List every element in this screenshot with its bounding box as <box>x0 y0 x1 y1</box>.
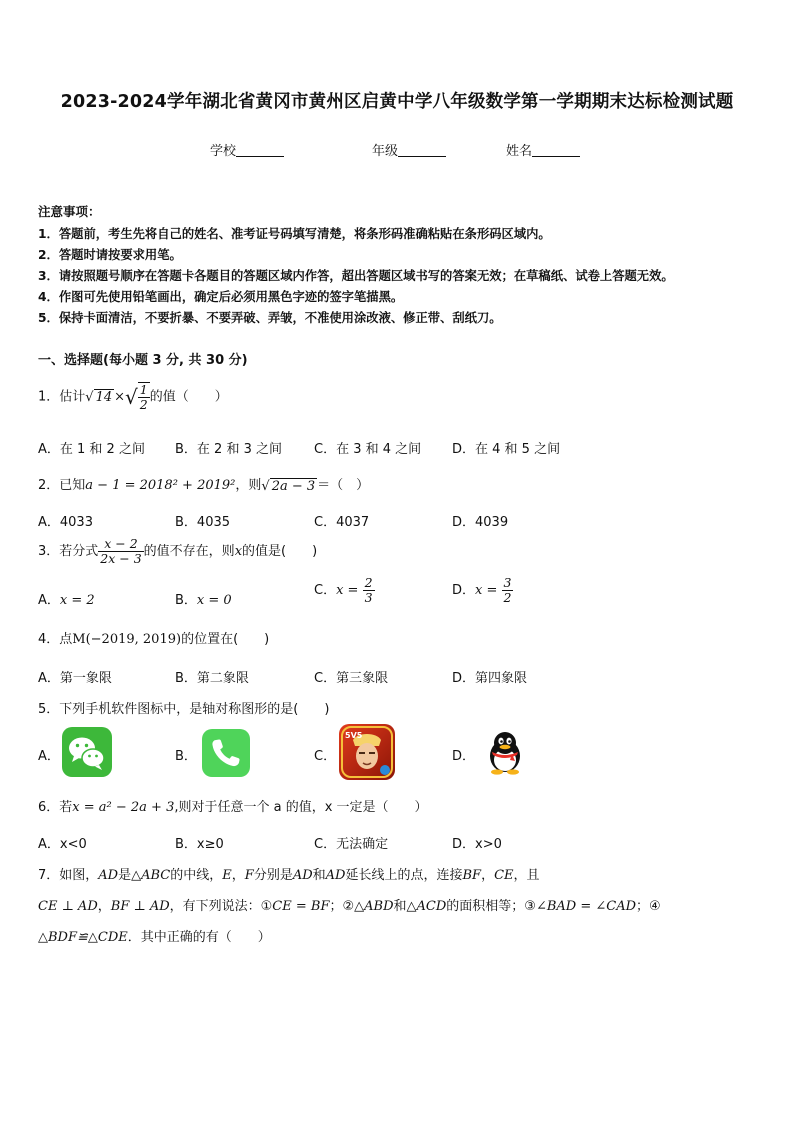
name-blank[interactable] <box>532 144 580 157</box>
notes-heading: 注意事项： <box>38 204 101 219</box>
q3-option-c[interactable]: C．x = $\frac{2}{3}$ <box>314 575 373 605</box>
q5-option-d[interactable]: D． <box>452 749 476 764</box>
question-4: 4．点M(−2019, 2019)的位置在( ) <box>38 632 270 647</box>
svg-text:5V5: 5V5 <box>345 731 363 740</box>
game-icon <box>339 724 395 780</box>
q1-option-b[interactable]: B．在 2 和 3 之间 <box>175 442 282 457</box>
q1-option-d[interactable]: D．在 4 和 5 之间 <box>452 442 561 457</box>
q6-option-b[interactable]: B．x≥0 <box>175 837 224 852</box>
q3-option-a[interactable]: A．x = 2 <box>38 593 95 608</box>
name-field[interactable]: 姓名 <box>506 140 580 159</box>
q2-option-b[interactable]: B．4035 <box>175 515 231 530</box>
note-item: 3．请按照题号顺序在答题卡各题目的答题区域内作答，超出答题区域书写的答案无效；在草稿纸、试卷上答题无效。 <box>38 269 674 283</box>
phone-icon <box>202 729 250 777</box>
q5-option-a[interactable]: A． <box>38 749 60 764</box>
school-field[interactable]: 学校 <box>210 140 284 159</box>
q5-option-c[interactable]: C． <box>314 749 337 764</box>
q1-option-a[interactable]: A．在 1 和 2 之间 <box>38 442 145 457</box>
question-1: 1．估计√ 14 ×√ $\frac{1}{2}$ 的值（ ） <box>38 382 228 412</box>
note-item: 5．保持卡面清洁，不要折暴、不要弄破、弄皱，不准使用涂改液、修正带、刮纸刀。 <box>38 311 502 325</box>
q3-option-d[interactable]: D．x = $\frac{3}{2}$ <box>452 575 512 605</box>
question-3: 3．若分式 $\frac{x - 2}{2x - 3}$ 的值不存在，则x的值是( ) <box>38 536 318 566</box>
q4-option-a[interactable]: A．第一象限 <box>38 671 112 686</box>
exam-title: 2023-2024学年湖北省黄冈市黄州区启黄中学八年级数学第一学期期末达标检测试题 <box>60 92 734 112</box>
sqrt-expression: √ 2a − 3 <box>261 478 316 494</box>
school-blank[interactable] <box>236 144 284 157</box>
question-7-line-1: 7．如图，AD是△ABC的中线，E，F分别是AD和AD延长线上的点，连接BF，CE，且 <box>38 868 540 883</box>
wechat-icon <box>62 727 112 777</box>
section-heading: 一、选择题(每小题 3 分, 共 30 分) <box>38 353 248 368</box>
q6-option-a[interactable]: A．x<0 <box>38 837 87 852</box>
q1-option-c[interactable]: C．在 3 和 4 之间 <box>314 442 422 457</box>
question-2: 2．已知a − 1 = 2018² + 2019²，则√ 2a − 3 ＝（ ） <box>38 478 370 494</box>
q5-option-b[interactable]: B． <box>175 749 197 764</box>
q6-option-c[interactable]: C．无法确定 <box>314 837 389 852</box>
qq-penguin-icon <box>480 727 530 777</box>
fraction: $\frac{x - 2}{2x - 3}$ <box>100 536 142 566</box>
sqrt-fraction: √ <box>125 385 138 409</box>
question-5: 5．下列手机软件图标中，是轴对称图形的是( ) <box>38 702 330 717</box>
q4-option-c[interactable]: C．第三象限 <box>314 671 389 686</box>
question-7-line-2: CE ⊥ AD，BF ⊥ AD，有下列说法：①CE = BF；②△ABD和△ACD的面积相等；③∠BAD = ∠CAD；④ <box>38 899 661 914</box>
q3-option-b[interactable]: B．x = 0 <box>175 593 232 608</box>
q4-option-b[interactable]: B．第二象限 <box>175 671 249 686</box>
note-item: 2．答题时请按要求用笔。 <box>38 248 182 262</box>
q2-option-c[interactable]: C．4037 <box>314 515 370 530</box>
note-item: 4．作图可先使用铅笔画出，确定后必须用黑色字迹的签字笔描黑。 <box>38 290 404 304</box>
question-6: 6．若x = a² − 2a + 3,则对于任意一个 a 的值，x 一定是（ ） <box>38 800 428 815</box>
question-7-line-3: △BDF≌△CDE．其中正确的有（ ） <box>38 930 271 945</box>
sqrt-expression: √ 14 <box>85 390 113 405</box>
grade-blank[interactable] <box>398 144 446 157</box>
q2-option-a[interactable]: A．4033 <box>38 515 93 530</box>
q2-option-d[interactable]: D．4039 <box>452 515 509 530</box>
grade-field[interactable]: 年级 <box>372 140 446 159</box>
q4-option-d[interactable]: D．第四象限 <box>452 671 528 686</box>
q6-option-d[interactable]: D．x>0 <box>452 837 502 852</box>
note-item: 1．答题前，考生先将自己的姓名、准考证号码填写清楚，将条形码准确粘贴在条形码区域内。 <box>38 227 551 241</box>
